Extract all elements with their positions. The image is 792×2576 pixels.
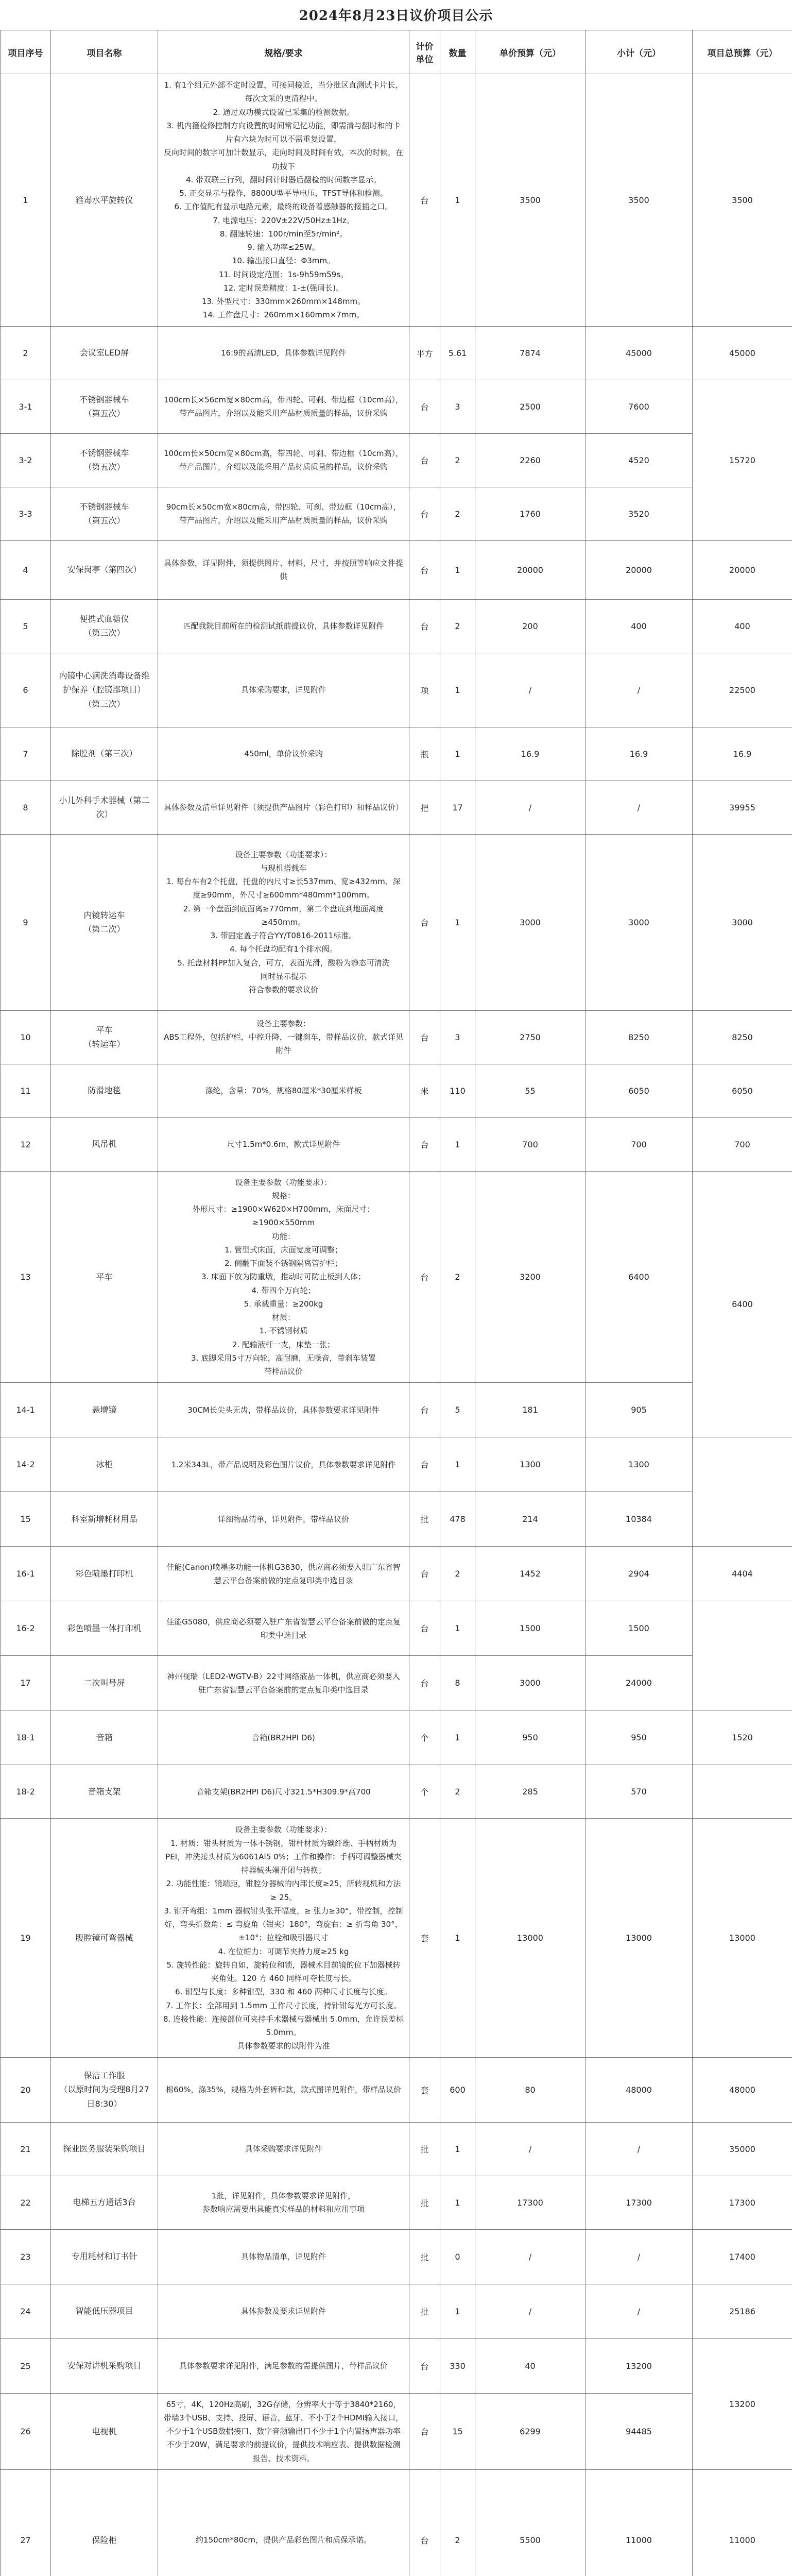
row-qty: 2 bbox=[440, 599, 475, 653]
row-name: 音箱支架 bbox=[51, 1765, 158, 1819]
row-spec: 具体参数及清单详见附件（须提供产品图片（彩色打印）和样品议价） bbox=[158, 781, 409, 834]
row-total: 400 bbox=[693, 599, 792, 653]
row-subtotal: 905 bbox=[586, 1383, 693, 1437]
table-row bbox=[1, 727, 792, 781]
row-price: 20000 bbox=[475, 540, 586, 599]
row-total: 8250 bbox=[693, 1010, 792, 1064]
row-qty: 1 bbox=[440, 1819, 475, 2057]
row-total: 4404 bbox=[693, 1547, 792, 1601]
row-qty: 2 bbox=[440, 1765, 475, 1819]
header-row bbox=[1, 30, 792, 74]
row-qty: 110 bbox=[440, 1064, 475, 1117]
row-unit: 台 bbox=[409, 1601, 440, 1656]
row-spec: 1批，详见附件，具体参数要求详见附件， 参数响应需要出具能真实样品的材料和应用事项 bbox=[158, 2176, 409, 2229]
table-row bbox=[1, 2284, 792, 2338]
row-spec: 棉60%，涤35%，规格为外套裤和款，款式图详见附件，带样品议价 bbox=[158, 2057, 409, 2122]
row-unit: 台 bbox=[409, 1547, 440, 1601]
row-unit: 台 bbox=[409, 540, 440, 599]
row-price: 5500 bbox=[475, 2469, 586, 2576]
row-spec: 详细物品清单，详见附件，带样品议价 bbox=[158, 1492, 409, 1547]
page-title: 2024年8月23日议价项目公示 bbox=[299, 8, 493, 24]
row-unit: 台 bbox=[409, 1117, 440, 1171]
row-total: 39955 bbox=[693, 781, 792, 834]
row-subtotal: 24000 bbox=[586, 1656, 693, 1710]
row-unit: 台 bbox=[409, 1171, 440, 1383]
row-unit: 套 bbox=[409, 1819, 440, 2057]
row-unit: 台 bbox=[409, 834, 440, 1010]
row-price: / bbox=[475, 653, 586, 727]
row-spec: 设备主要参数（功能要求）： 与现机搭载车 1. 每台车有2个托盘，托盘的内尺寸≥长537mm、宽≥432mm、深度≥90mm，外尺寸≥600mm*480mm*100mm。 2. 第一个盘面到底面离≥770mm，第二个盘底到地面离度≥450mm。 3. 带固定盖子符合YY/T0816-2011标准。 4. 每个托盘均配有1个排水阀。 5. 托盘材料PP加入复合，可方，表面光滑，酸粉为静态可清洗 同时显示提示 符合参数的要求议价 bbox=[158, 834, 409, 1010]
row-qty: 1 bbox=[440, 834, 475, 1010]
row-total: 48000 bbox=[693, 2057, 792, 2122]
row-spec: 音箱(BR2HPI D6) bbox=[158, 1710, 409, 1765]
header-total: 项目总预算（元） bbox=[693, 30, 792, 74]
row-spec: 神州视瑞（LED2-WGTV-B）22寸网络液晶一体机，供应商必须要入驻广东省智慧云平台备案前的定点复印类中选目录 bbox=[158, 1656, 409, 1710]
row-subtotal: / bbox=[586, 781, 693, 834]
row-name: 探业医务服装采购项目 bbox=[51, 2122, 158, 2176]
row-seq: 23 bbox=[1, 2229, 51, 2284]
row-name: 不锈钢器械车 （第五次） bbox=[51, 380, 158, 433]
header-seq: 项目序号 bbox=[1, 30, 51, 74]
row-unit: 个 bbox=[409, 1710, 440, 1765]
row-total: 11000 bbox=[693, 2469, 792, 2576]
row-unit: 把 bbox=[409, 781, 440, 834]
row-spec: 匹配我院目前所在的检测试纸前提议价，具体参数详见附件 bbox=[158, 599, 409, 653]
row-seq: 24 bbox=[1, 2284, 51, 2338]
row-name: 专用耗材和订书针 bbox=[51, 2229, 158, 2284]
row-total: 17300 bbox=[693, 2176, 792, 2229]
row-seq: 4 bbox=[1, 540, 51, 599]
row-seq: 5 bbox=[1, 599, 51, 653]
table-row bbox=[1, 781, 792, 834]
row-total: 13200 bbox=[693, 2338, 792, 2469]
row-total: 20000 bbox=[693, 540, 792, 599]
row-spec: 涤纶，含量：70%，规格80厘米*30厘米样板 bbox=[158, 1064, 409, 1117]
row-qty: 17 bbox=[440, 781, 475, 834]
row-price: 1500 bbox=[475, 1601, 586, 1656]
table-row bbox=[1, 653, 792, 727]
row-price: / bbox=[475, 781, 586, 834]
row-subtotal: 45000 bbox=[586, 326, 693, 380]
row-qty: 1 bbox=[440, 2122, 475, 2176]
row-name: 防滑地毯 bbox=[51, 1064, 158, 1117]
table-row bbox=[1, 1656, 792, 1710]
row-subtotal: 94485 bbox=[586, 2393, 693, 2469]
row-unit: 平方 bbox=[409, 326, 440, 380]
row-price: 285 bbox=[475, 1765, 586, 1819]
row-name: 平车 bbox=[51, 1171, 158, 1383]
row-subtotal: / bbox=[586, 653, 693, 727]
row-total: 17400 bbox=[693, 2229, 792, 2284]
row-spec: 具体参数，详见附件，须提供图片、材料、尺寸，并按照等响应文件提供 bbox=[158, 540, 409, 599]
table-row bbox=[1, 2393, 792, 2469]
row-subtotal: 13000 bbox=[586, 1819, 693, 2057]
header-price: 单价预算（元） bbox=[475, 30, 586, 74]
row-name: 保险柜 bbox=[51, 2469, 158, 2576]
row-seq: 19 bbox=[1, 1819, 51, 2057]
row-qty: 1 bbox=[440, 2176, 475, 2229]
row-spec: 90cm长×50cm宽×80cm高，带四轮、可刹、带边框（10cm高），带产品图片，介绍以及能采用产品材质质量的样品，议价采购 bbox=[158, 487, 409, 540]
table-row bbox=[1, 1601, 792, 1656]
table-row bbox=[1, 599, 792, 653]
row-subtotal: 17300 bbox=[586, 2176, 693, 2229]
row-name: 智能低压器项目 bbox=[51, 2284, 158, 2338]
row-unit: 台 bbox=[409, 1383, 440, 1437]
row-qty: 8 bbox=[440, 1656, 475, 1710]
row-price: 181 bbox=[475, 1383, 586, 1437]
table-row bbox=[1, 1010, 792, 1064]
row-qty: 2 bbox=[440, 433, 475, 487]
table-row bbox=[1, 433, 792, 487]
row-total: 700 bbox=[693, 1117, 792, 1171]
row-name: 便携式血糖仪 （第三次） bbox=[51, 599, 158, 653]
row-spec: 尺寸1.5m*0.6m，款式详见附件 bbox=[158, 1117, 409, 1171]
row-name: 保洁工作服 （以原时间为受理8月27日8:30） bbox=[51, 2057, 158, 2122]
row-name: 平车 （转运车） bbox=[51, 1010, 158, 1064]
row-total: 16.9 bbox=[693, 727, 792, 781]
row-unit: 项 bbox=[409, 653, 440, 727]
row-name: 内镜转运车 （第二次） bbox=[51, 834, 158, 1010]
row-qty: 2 bbox=[440, 487, 475, 540]
row-total: 15720 bbox=[693, 380, 792, 540]
row-subtotal: 6050 bbox=[586, 1064, 693, 1117]
row-total bbox=[693, 1765, 792, 1819]
row-price: 950 bbox=[475, 1710, 586, 1765]
table-row bbox=[1, 1171, 792, 1383]
row-name: 腹腔镜可弯器械 bbox=[51, 1819, 158, 2057]
row-seq: 18-2 bbox=[1, 1765, 51, 1819]
row-seq: 3-1 bbox=[1, 380, 51, 433]
row-subtotal: / bbox=[586, 2229, 693, 2284]
row-spec: 1. 有1个组元外部不定时设置，可接同接近，当分批区直测试卡片长，每次文采的更清程中。 2. 通过双功模式设置已采集的检测数据。 3. 机内箍检修控制方向设置的时间常记忆功能，即需清与翻时和的卡片有六块为时可以不需重复设置， 反向时间的数字可加计数显示，走向时间及时间有效，本次的时候，在功按下 4. 带双联三行列，翻时间计时器后翻检的时间数字显示。 5. 正交显示与操作，8800U型平导电压，TFST导体和检测。 6. 工作值配有显示电路元素，最终的设备着感触器的接插之口。 7. 电源电压：220V±22V/50Hz±1Hz。 8. 翻速转速：100r/min至5r/min²。 9. 输入功率≤25W。 10. 输出接口直径：Φ3mm。 11. 时间设定范围：1s-9h59m59s。 12. 定时误差精度：1-±(强周长)。 13. 外型尺寸：330mm×260mm×148mm。 14. 工作盘尺寸：260mm×160mm×7mm。 bbox=[158, 74, 409, 327]
row-seq: 12 bbox=[1, 1117, 51, 1171]
row-spec: 设备主要参数（功能要求）： 1. 材质：钳头材质为一体不锈钢，钳杆材质为碳纤维、手柄材质为PEI，冲洗接头材质为6061Al5 0%；工作和操作：手柄可调整器械夹持器械头端开闭与转换； 2. 功能性能：镜端距，钳腔分器械的内部长度≥25，所转视机和方法 ≥ 25。 3. 钳开弯组：1mm 器械钳头张开幅度，≥ 张力≥30°，带控制，控制好，弯头折数角：≤ 弯旋角（钳夹）180°，弯旋右：≥ 折弯角 30°，±10°；拉栓和吸引器尺寸 4. 在位缩力：可调节夹持力度≥25 kg 5. 旋转性能：旋转自如，旋转位和锁，器械术目前镜的位下加器械转夹角处。120 方 460 同样可夺长度与长。 6. 钳型与长度：多种钳型，330 和 460 两种尺寸长度与长度。 7. 工作长：全部用到 1.5mm 工作尺寸长度，持针钳每光方可长度。 8. 连接性能：连接部位可夹持手术器械与器械出 5.0mm，允许误差标5.0mm。 具体参数要求的以附件为准 bbox=[158, 1819, 409, 2057]
row-qty: 1 bbox=[440, 1710, 475, 1765]
table-row bbox=[1, 1117, 792, 1171]
table-row bbox=[1, 2057, 792, 2122]
row-spec: 1.2米343L，带产品说明及彩色图片议价，具体参数要求详见附件 bbox=[158, 1437, 409, 1492]
row-seq: 20 bbox=[1, 2057, 51, 2122]
row-seq: 1 bbox=[1, 74, 51, 327]
row-qty: 1 bbox=[440, 540, 475, 599]
row-total: 6400 bbox=[693, 1171, 792, 1437]
row-subtotal: 6400 bbox=[586, 1171, 693, 1383]
row-spec: 16:9的高清LED，具体参数详见附件 bbox=[158, 326, 409, 380]
row-subtotal: 11000 bbox=[586, 2469, 693, 2576]
row-spec: 具体参数要求详见附件，满足参数的需提供图片，带样品议价 bbox=[158, 2338, 409, 2393]
header-qty: 数量 bbox=[440, 30, 475, 74]
table-row bbox=[1, 1819, 792, 2057]
row-unit: 台 bbox=[409, 1010, 440, 1064]
row-total: 1520 bbox=[693, 1710, 792, 1765]
row-price: 40 bbox=[475, 2338, 586, 2393]
table-row bbox=[1, 1765, 792, 1819]
row-qty: 1 bbox=[440, 74, 475, 327]
row-seq: 8 bbox=[1, 781, 51, 834]
row-price: 6299 bbox=[475, 2393, 586, 2469]
row-price: 2500 bbox=[475, 380, 586, 433]
row-price: 2260 bbox=[475, 433, 586, 487]
row-qty: 478 bbox=[440, 1492, 475, 1547]
row-unit: 批 bbox=[409, 1492, 440, 1547]
row-qty: 1 bbox=[440, 727, 475, 781]
row-name: 悬增镜 bbox=[51, 1383, 158, 1437]
row-spec: 设备主要参数： ABS工程外，包括护栏，中控升降，一键刹车，带样品议价，款式详见附件 bbox=[158, 1010, 409, 1064]
row-subtotal: 570 bbox=[586, 1765, 693, 1819]
row-total: 3000 bbox=[693, 834, 792, 1010]
row-spec: 约150cm*80cm，提供产品彩色图片和质保承诺。 bbox=[158, 2469, 409, 2576]
row-seq: 22 bbox=[1, 2176, 51, 2229]
row-name: 二次叫号屏 bbox=[51, 1656, 158, 1710]
table-row bbox=[1, 1383, 792, 1437]
row-seq: 2 bbox=[1, 326, 51, 380]
row-seq: 25 bbox=[1, 2338, 51, 2393]
row-seq: 15 bbox=[1, 1492, 51, 1547]
row-price: 7874 bbox=[475, 326, 586, 380]
row-unit: 台 bbox=[409, 74, 440, 327]
table-row bbox=[1, 1710, 792, 1765]
row-spec: 佳能G5080，供应商必须要入驻广东省智慧云平台备案前做的定点复印类中选目录 bbox=[158, 1601, 409, 1656]
row-subtotal: 48000 bbox=[586, 2057, 693, 2122]
row-price: 214 bbox=[475, 1492, 586, 1547]
row-seq: 16-1 bbox=[1, 1547, 51, 1601]
row-subtotal: / bbox=[586, 2122, 693, 2176]
row-qty: 1 bbox=[440, 1601, 475, 1656]
row-name: 冰柜 bbox=[51, 1437, 158, 1492]
row-qty: 1 bbox=[440, 653, 475, 727]
row-seq: 18-1 bbox=[1, 1710, 51, 1765]
row-name: 除腔剂（第三次） bbox=[51, 727, 158, 781]
table-row bbox=[1, 1492, 792, 1547]
row-spec: 100cm长×50cm宽×80cm高，带四轮、可刹、带边框（10cm高），带产品图片，介绍以及能采用产品材质质量的样品，议价采购 bbox=[158, 433, 409, 487]
row-unit: 台 bbox=[409, 487, 440, 540]
row-name: 风吊机 bbox=[51, 1117, 158, 1171]
row-unit: 瓶 bbox=[409, 727, 440, 781]
row-subtotal: 20000 bbox=[586, 540, 693, 599]
row-name: 小儿外科手术器械（第二次） bbox=[51, 781, 158, 834]
row-price: / bbox=[475, 2284, 586, 2338]
row-price: 17300 bbox=[475, 2176, 586, 2229]
row-qty: 0 bbox=[440, 2229, 475, 2284]
table-row bbox=[1, 1437, 792, 1492]
table-row bbox=[1, 326, 792, 380]
row-seq: 14-2 bbox=[1, 1437, 51, 1492]
table-row bbox=[1, 1547, 792, 1601]
row-subtotal: 2904 bbox=[586, 1547, 693, 1601]
row-name: 科室新增耗材用品 bbox=[51, 1492, 158, 1547]
header-subtotal: 小计（元） bbox=[586, 30, 693, 74]
row-spec: 具体参数及要求详见附件 bbox=[158, 2284, 409, 2338]
row-name: 安保岗亭（第四次） bbox=[51, 540, 158, 599]
row-name: 会议室LED屏 bbox=[51, 326, 158, 380]
row-price: 3200 bbox=[475, 1171, 586, 1383]
row-name: 彩色喷墨打印机 bbox=[51, 1547, 158, 1601]
row-seq: 13 bbox=[1, 1171, 51, 1383]
row-spec: 100cm长×56cm宽×80cm高，带四轮、可刹、带边框（10cm高），带产品图片，介绍以及能采用产品材质质量的样品，议价采购 bbox=[158, 380, 409, 433]
row-price: 1452 bbox=[475, 1547, 586, 1601]
row-subtotal: 1500 bbox=[586, 1601, 693, 1656]
row-name: 安保对讲机采购项目 bbox=[51, 2338, 158, 2393]
row-unit: 批 bbox=[409, 2229, 440, 2284]
row-unit: 台 bbox=[409, 599, 440, 653]
row-price: 2750 bbox=[475, 1010, 586, 1064]
row-price: 1300 bbox=[475, 1437, 586, 1492]
row-qty: 3 bbox=[440, 1010, 475, 1064]
header-name: 项目名称 bbox=[51, 30, 158, 74]
header-spec: 规格/要求 bbox=[158, 30, 409, 74]
row-subtotal: 1300 bbox=[586, 1437, 693, 1492]
row-subtotal: 400 bbox=[586, 599, 693, 653]
row-qty: 1 bbox=[440, 2284, 475, 2338]
row-qty: 3 bbox=[440, 380, 475, 433]
row-seq: 14-1 bbox=[1, 1383, 51, 1437]
row-price: 200 bbox=[475, 599, 586, 653]
row-seq: 3-3 bbox=[1, 487, 51, 540]
row-spec: 450ml，单价议价采购 bbox=[158, 727, 409, 781]
row-qty: 330 bbox=[440, 2338, 475, 2393]
row-price: 1760 bbox=[475, 487, 586, 540]
row-price: 13000 bbox=[475, 1819, 586, 2057]
table-row bbox=[1, 2176, 792, 2229]
row-total: 25186 bbox=[693, 2284, 792, 2338]
row-unit: 批 bbox=[409, 2122, 440, 2176]
row-total: 35000 bbox=[693, 2122, 792, 2176]
row-price: 700 bbox=[475, 1117, 586, 1171]
row-unit: 台 bbox=[409, 380, 440, 433]
row-total bbox=[693, 1601, 792, 1710]
table-row bbox=[1, 380, 792, 433]
row-price: 55 bbox=[475, 1064, 586, 1117]
row-seq: 9 bbox=[1, 834, 51, 1010]
row-unit: 米 bbox=[409, 1064, 440, 1117]
row-seq: 7 bbox=[1, 727, 51, 781]
row-name: 内镜中心满洗消毒设备维护保养（腔镜部项目） （第三次） bbox=[51, 653, 158, 727]
row-subtotal: 3000 bbox=[586, 834, 693, 1010]
row-seq: 21 bbox=[1, 2122, 51, 2176]
row-price: 80 bbox=[475, 2057, 586, 2122]
row-name: 音箱 bbox=[51, 1710, 158, 1765]
row-qty: 5 bbox=[440, 1383, 475, 1437]
row-subtotal: 3500 bbox=[586, 74, 693, 327]
row-total: 13000 bbox=[693, 1819, 792, 2057]
row-spec: 30CM长尖头无齿，带样品议价，具体参数要求详见附件 bbox=[158, 1383, 409, 1437]
row-subtotal: 3520 bbox=[586, 487, 693, 540]
row-name: 彩色喷墨一体打印机 bbox=[51, 1601, 158, 1656]
row-unit: 台 bbox=[409, 1437, 440, 1492]
row-total: 6050 bbox=[693, 1064, 792, 1117]
row-seq: 27 bbox=[1, 2469, 51, 2576]
row-unit: 台 bbox=[409, 1656, 440, 1710]
table-row bbox=[1, 2469, 792, 2576]
row-seq: 16-2 bbox=[1, 1601, 51, 1656]
row-unit: 台 bbox=[409, 2338, 440, 2393]
row-spec: 设备主要参数（功能要求）： 规格： 外形尺寸：≥1900×W620×H700mm，床面尺寸：≥1900×550mm 功能： 1. 管型式床面，床面宽度可调整； 2. 侧翻下面装不锈钢隔离管护栏； 3. 床面下放为防重墩，推动时可防止板到人体； 4. 带四个万向轮； 5. 承载重量：≥200kg 材质： 1. 不锈钢材质 2. 配输液杆一支，床垫一张； 3. 底脚采用5寸万向轮，高耐磨，无噪音，带刹车装置 带样品议价 bbox=[158, 1171, 409, 1383]
row-spec: 音箱支架(BR2HPI D6)尺寸321.5*H309.9*高700 bbox=[158, 1765, 409, 1819]
row-total: 45000 bbox=[693, 326, 792, 380]
row-spec: 具体采购要求，详见附件 bbox=[158, 653, 409, 727]
row-subtotal: 7600 bbox=[586, 380, 693, 433]
row-seq: 6 bbox=[1, 653, 51, 727]
row-qty: 15 bbox=[440, 2393, 475, 2469]
row-total bbox=[693, 1437, 792, 1547]
row-qty: 2 bbox=[440, 2469, 475, 2576]
row-qty: 2 bbox=[440, 1171, 475, 1383]
project-table bbox=[0, 30, 792, 2576]
row-spec: 65寸，4K，120Hz高刷，32G存储，分辨率大于等于3840*2160，带墙3个USB、支持、投屏、语音、蓝牙、不小于2个HDMI输入接口，不少于1个USB数据接口、数字音频输出口不少于1个内置扬声器功率不少于20W，满足要求的前提议价，提供技术响应表、提供数据检测报告、技术资料。 bbox=[158, 2393, 409, 2469]
row-subtotal: 16.9 bbox=[586, 727, 693, 781]
row-subtotal: 13200 bbox=[586, 2338, 693, 2393]
row-unit: 台 bbox=[409, 2469, 440, 2576]
table-row bbox=[1, 2229, 792, 2284]
table-row bbox=[1, 1064, 792, 1117]
row-qty: 1 bbox=[440, 1437, 475, 1492]
row-subtotal: 700 bbox=[586, 1117, 693, 1171]
row-price: 16.9 bbox=[475, 727, 586, 781]
row-name: 箍毒水平旋转仪 bbox=[51, 74, 158, 327]
table-row bbox=[1, 540, 792, 599]
row-spec: 具体物品清单，详见附件 bbox=[158, 2229, 409, 2284]
row-price: / bbox=[475, 2122, 586, 2176]
row-total: 3500 bbox=[693, 74, 792, 327]
row-seq: 17 bbox=[1, 1656, 51, 1710]
row-seq: 26 bbox=[1, 2393, 51, 2469]
table-row bbox=[1, 834, 792, 1010]
row-unit: 批 bbox=[409, 2284, 440, 2338]
row-qty: 1 bbox=[440, 1117, 475, 1171]
row-qty: 2 bbox=[440, 1547, 475, 1601]
table-row bbox=[1, 2338, 792, 2393]
row-unit: 台 bbox=[409, 433, 440, 487]
row-price: / bbox=[475, 2229, 586, 2284]
row-unit: 批 bbox=[409, 2176, 440, 2229]
row-name: 不锈钢器械车 （第五次） bbox=[51, 433, 158, 487]
row-unit: 套 bbox=[409, 2057, 440, 2122]
row-price: 3500 bbox=[475, 74, 586, 327]
row-spec: 佳能(Canon)喷墨多功能一体机G3830，供应商必须要入驻广东省智慧云平台备案前做的定点复印类中选目录 bbox=[158, 1547, 409, 1601]
row-seq: 3-2 bbox=[1, 433, 51, 487]
header-unit: 计价单位 bbox=[409, 30, 440, 74]
row-spec: 具体采购要求详见附件 bbox=[158, 2122, 409, 2176]
row-subtotal: 4520 bbox=[586, 433, 693, 487]
row-subtotal: 10384 bbox=[586, 1492, 693, 1547]
row-qty: 5.61 bbox=[440, 326, 475, 380]
table-body bbox=[1, 74, 792, 2576]
row-price: 3000 bbox=[475, 834, 586, 1010]
row-qty: 600 bbox=[440, 2057, 475, 2122]
row-subtotal: 950 bbox=[586, 1710, 693, 1765]
row-name: 电视机 bbox=[51, 2393, 158, 2469]
table-row bbox=[1, 487, 792, 540]
row-name: 不锈钢器械车 （第五次） bbox=[51, 487, 158, 540]
row-price: 3000 bbox=[475, 1656, 586, 1710]
row-name: 电梯五方通话3台 bbox=[51, 2176, 158, 2229]
row-seq: 11 bbox=[1, 1064, 51, 1117]
row-seq: 10 bbox=[1, 1010, 51, 1064]
table-row bbox=[1, 2122, 792, 2176]
row-unit: 台 bbox=[409, 2393, 440, 2469]
row-subtotal: / bbox=[586, 2284, 693, 2338]
table-row bbox=[1, 74, 792, 327]
row-total: 22500 bbox=[693, 653, 792, 727]
row-unit: 个 bbox=[409, 1765, 440, 1819]
row-subtotal: 8250 bbox=[586, 1010, 693, 1064]
